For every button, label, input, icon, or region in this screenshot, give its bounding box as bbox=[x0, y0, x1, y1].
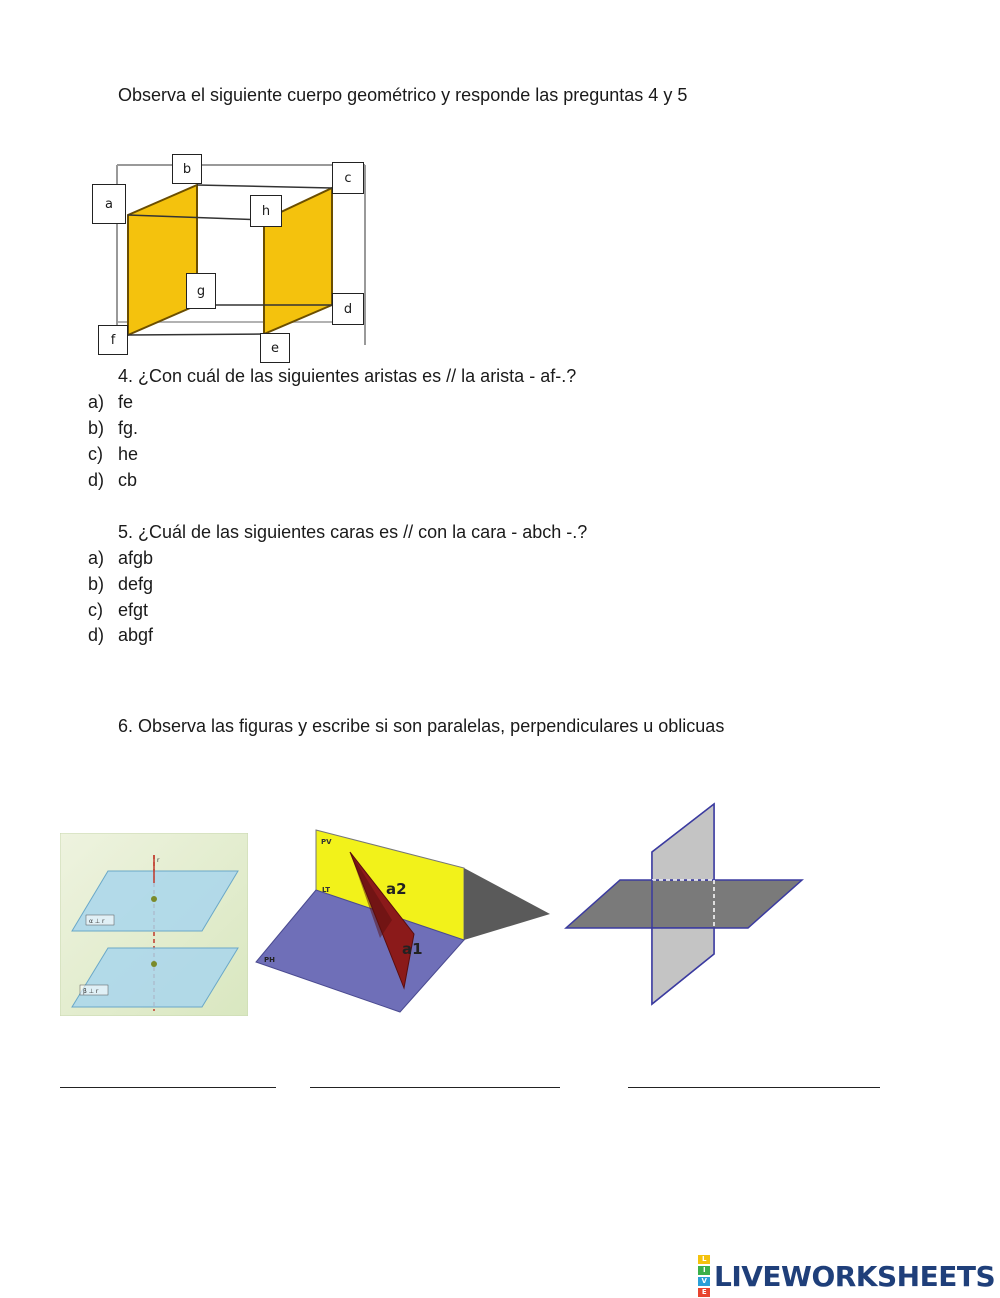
q5-option-c[interactable]: c) efgt bbox=[88, 600, 149, 620]
label-f: f bbox=[98, 325, 128, 355]
q4-option-b[interactable]: b) fg. bbox=[88, 418, 139, 438]
answer-line-3[interactable] bbox=[628, 1087, 880, 1088]
question-6: 6. Observa las figuras y escribe si son paralelas, perpendiculares u oblicuas bbox=[118, 716, 725, 736]
ph-label: PH bbox=[264, 956, 275, 964]
question-4: 4. ¿Con cuál de las siguientes aristas es // la arista - af-.? bbox=[118, 366, 577, 386]
label-b: b bbox=[172, 154, 202, 184]
label-g: g bbox=[186, 273, 216, 309]
label-c: c bbox=[332, 162, 364, 194]
pv-label: PV bbox=[321, 838, 332, 846]
q4-option-d[interactable]: d) cb bbox=[88, 470, 138, 490]
answer-line-1[interactable] bbox=[60, 1087, 276, 1088]
label-h: h bbox=[250, 195, 282, 227]
parallel-planes-figure bbox=[60, 833, 248, 1016]
alpha-label: α ⊥ r bbox=[89, 918, 105, 925]
liveworksheets-logo bbox=[698, 1254, 995, 1298]
oblique-planes-figure bbox=[252, 828, 552, 1018]
q4-option-c[interactable]: c) he bbox=[88, 444, 139, 464]
label-d: d bbox=[332, 293, 364, 325]
question-5: 5. ¿Cuál de las siguientes caras es // con la cara - abch -.? bbox=[118, 522, 588, 542]
q5-option-b[interactable]: b) defg bbox=[88, 574, 154, 594]
label-e: e bbox=[260, 333, 290, 363]
q5-option-a[interactable]: a) afgb bbox=[88, 548, 154, 568]
liveworksheets-logo-mark: L I V E bbox=[698, 1254, 710, 1298]
q5-option-d[interactable]: d) abgf bbox=[88, 625, 154, 645]
liveworksheets-logo-text: LIVEWORKSHEETS bbox=[714, 1259, 996, 1293]
perpendicular-planes-figure bbox=[562, 800, 807, 1010]
a1-label: a1 bbox=[402, 940, 423, 958]
label-a: a bbox=[92, 184, 126, 224]
lt-label: LT bbox=[322, 886, 331, 894]
beta-label: β ⊥ r bbox=[83, 988, 99, 995]
intro-text: Observa el siguiente cuerpo geométrico y responde las preguntas 4 y 5 bbox=[118, 85, 688, 105]
q4-option-a[interactable]: a) fe bbox=[88, 392, 134, 412]
line-r-label: r bbox=[157, 857, 160, 864]
answer-line-2[interactable] bbox=[310, 1087, 560, 1088]
a2-label: a2 bbox=[386, 880, 407, 898]
